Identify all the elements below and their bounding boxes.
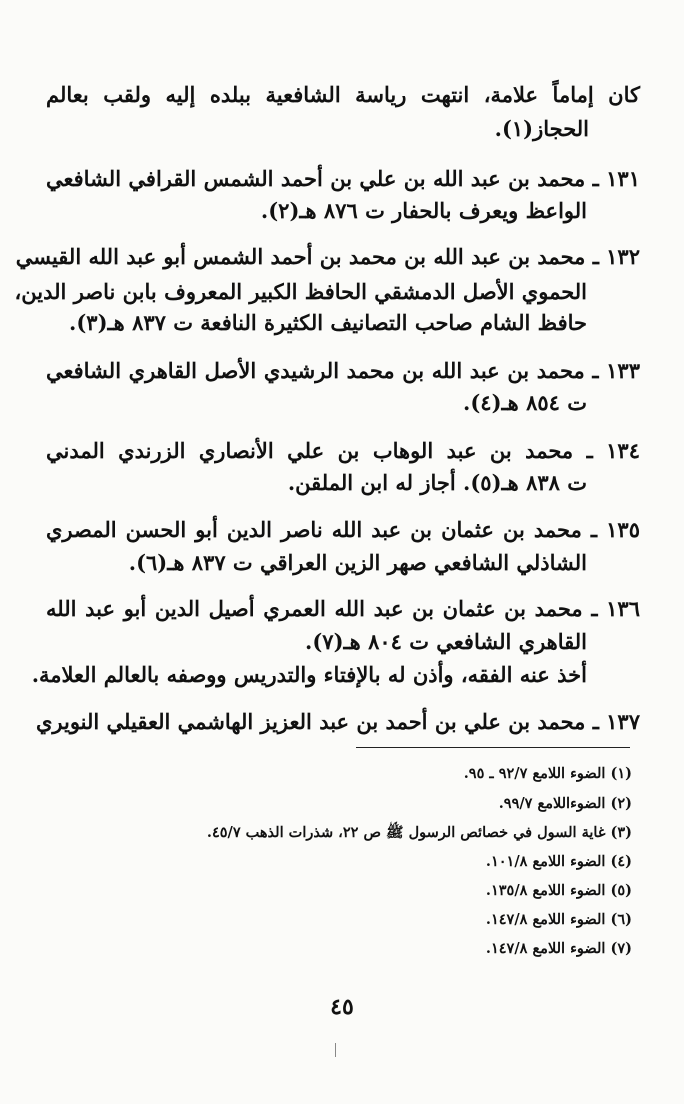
text-line: ت ٨٣٨ هـ(٥). أجاز له ابن الملقن. (287, 470, 587, 495)
text-line: الحموي الأصل الدمشقي الحافظ الكبير المعروف بابن ناصر الدين، (14, 279, 587, 304)
footnote: (٢) الضوءاللامع ٩٩/٧. (498, 795, 632, 812)
entry-137-line: ١٣٧ ـ محمد بن علي بن أحمد بن عبد العزيز الهاشمي العقيلي النويري (35, 709, 640, 734)
entry-133-line: ١٣٣ ـ محمد بن عبد الله بن محمد الرشيدي الأصل القاهري الشافعي (46, 358, 640, 383)
scan-mark (335, 1043, 336, 1057)
entry-135-line: ١٣٥ ـ محمد بن عثمان بن عبد الله ناصر الدين أبو الحسن المصري (46, 517, 640, 542)
entry-131-line: ١٣١ ـ محمد بن عبد الله بن علي بن أحمد الشمس القرافي الشافعي (46, 166, 640, 191)
text-line: الشاذلي الشافعي صهر الزين العراقي ت ٨٣٧ هـ(٦). (128, 550, 587, 575)
entry-136-line: ١٣٦ ـ محمد بن عثمان بن عبد الله العمري أصيل الدين أبو عبد الله (46, 596, 640, 621)
entry-132-line: ١٣٢ ـ محمد بن عبد الله بن محمد بن أحمد الشمس أبو عبد الله القيسي (15, 244, 640, 269)
footnote: (١) الضوء اللامع ٩٢/٧ ـ ٩٥. (463, 765, 632, 782)
text-line: كان إماماً علامة، انتهت رياسة الشافعية ببلده إليه ولقب بعالم (46, 82, 640, 107)
footnote: (٣) غاية السول في خصائص الرسول ﷺ ص ٢٢، شذرات الذهب ٤٥/٧. (206, 824, 632, 841)
text-line: حافظ الشام صاحب التصانيف الكثيرة النافعة ت ٨٣٧ هـ(٣). (69, 310, 587, 335)
text-line: ت ٨٥٤ هـ(٤). (463, 390, 587, 415)
text-line: الحجاز(١). (494, 116, 589, 141)
footnote: (٧) الضوء اللامع ١٤٧/٨. (485, 940, 632, 957)
text-line: الواعظ ويعرف بالحفار ت ٨٧٦ هـ(٢). (260, 198, 587, 223)
footnote: (٤) الضوء اللامع ١٠١/٨. (485, 853, 632, 870)
footnote: (٥) الضوء اللامع ١٣٥/٨. (485, 882, 632, 899)
page-number: ٤٥ (330, 994, 354, 1020)
text-line: أخذ عنه الفقه، وأذن له بالإفتاء والتدريس ووصفه بالعالم العلامة. (31, 662, 587, 687)
footnote: (٦) الضوء اللامع ١٤٧/٨. (485, 911, 632, 928)
footnote-separator (356, 747, 630, 748)
entry-134-line: ١٣٤ ـ محمد بن عبد الوهاب بن علي الأنصاري الزرندي المدني (46, 438, 640, 463)
text-line: القاهري الشافعي ت ٨٠٤ هـ(٧). (305, 629, 587, 654)
